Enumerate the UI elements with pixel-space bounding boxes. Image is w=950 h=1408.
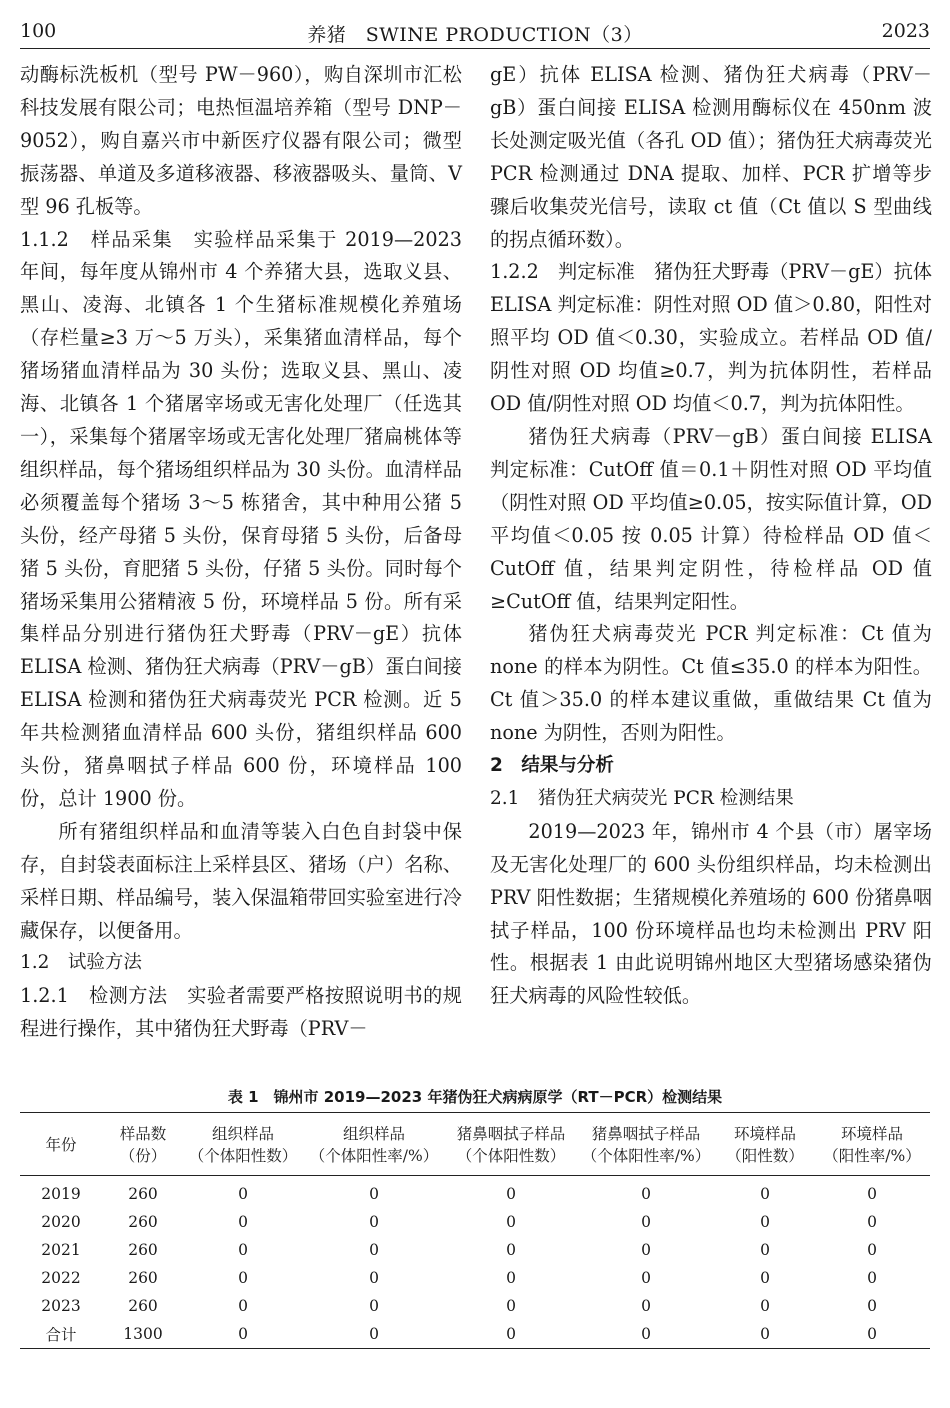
table-cell: 0: [867, 1269, 877, 1287]
table-cell: 2021: [41, 1241, 81, 1259]
paragraph: 所有猪组织样品和血清等装入白色自封袋中保存，自封袋表面标注上采样县区、猪场（户）名称、采样日期、样品编号，装入保温箱带回实验室进行冷藏保存，以便备用。: [20, 819, 462, 942]
table-cell: 0: [238, 1241, 248, 1259]
table-cell: 0: [641, 1213, 651, 1231]
column-header-line1: 组织样品: [211, 1125, 274, 1143]
column-header-line1: 年份: [45, 1136, 77, 1154]
table-cell: 0: [238, 1297, 248, 1315]
column-header-line1: 样品数: [119, 1125, 167, 1143]
table-cell: 260: [128, 1185, 158, 1203]
table-caption: 表 1 锦州市 2019—2023 年猪伪狂犬病病原学（RT－PCR）检测结果: [227, 1088, 723, 1106]
table-cell: 0: [867, 1213, 877, 1231]
column-header: [102, 1113, 184, 1176]
table-cell: 0: [506, 1269, 516, 1287]
table-cell: 260: [128, 1297, 158, 1315]
column-header-line2: （个体阳性率/%）: [581, 1147, 711, 1165]
column-header-line2: （个体阳性率/%）: [309, 1147, 439, 1165]
table-cell: 0: [641, 1269, 651, 1287]
table-cell: 0: [238, 1185, 248, 1203]
table-cell: 2019: [41, 1185, 81, 1203]
column-header-line1: 环境样品: [733, 1125, 796, 1143]
table-row: [20, 1176, 930, 1209]
paragraph: 动酶标洗板机（型号 PW－960），购自深圳市汇松科技发展有限公司；电热恒温培养箱（型号 DNP－9052），购自嘉兴市中新医疗仪器有限公司；微型振荡器、单道及多道移液器、移液器吸头、量筒、V 型 96 孔板等。: [20, 63, 462, 218]
table-cell: 2023: [41, 1297, 81, 1315]
table-cell: 0: [369, 1269, 379, 1287]
table-cell: 260: [128, 1269, 158, 1287]
section-heading: 2 结果与分析: [490, 755, 614, 777]
table-cell: 2020: [41, 1213, 81, 1231]
subsection-heading: 1.2 试验方法: [20, 952, 142, 974]
table-cell: 0: [760, 1185, 770, 1203]
issue-year: 2023: [881, 20, 930, 42]
paragraph: gE）抗体 ELISA 检测、猪伪狂犬病毒（PRV－gB）蛋白间接 ELISA 检测用酶标仪在 450nm 波长处测定吸光值（各孔 OD 值）；猪伪狂犬病毒荧光 PCR 检测通过 DNA 提取、加样、PCR 扩增等步骤后收集荧光信号，读取 ct 值（Ct 值以 S 型曲线的拐点循环数）。: [490, 63, 932, 251]
column-header: [814, 1113, 930, 1176]
header-rule: [20, 48, 930, 49]
column-header-line1: 环境样品: [840, 1125, 903, 1143]
table-cell: 0: [369, 1241, 379, 1259]
column-header: [576, 1113, 716, 1176]
column-header-line1: 组织样品: [342, 1125, 405, 1143]
subsection-heading: 2.1 猪伪狂犬病荧光 PCR 检测结果: [490, 787, 794, 809]
paragraph: 1.2.1 检测方法 实验者需要严格按照说明书的规程进行操作，其中猪伪狂犬野毒（PRV－: [20, 984, 462, 1041]
paragraph: 猪伪狂犬病毒荧光 PCR 判定标准：Ct 值为 none 的样本为阴性。Ct 值≤35.0 的样本为阳性。Ct 值＞35.0 的样本建议重做，重做结果 Ct 值为 none 为阴性，否则为阳性。: [490, 622, 932, 745]
table-cell: 0: [506, 1185, 516, 1203]
column-header-line2: （个体阳性数）: [456, 1147, 566, 1165]
table-cell: 0: [369, 1185, 379, 1203]
table-cell: 0: [760, 1241, 770, 1259]
table-cell: 0: [238, 1325, 248, 1343]
left-column: [20, 59, 462, 1046]
column-header-line1: 猪鼻咽拭子样品: [456, 1125, 566, 1143]
column-header: [20, 1113, 102, 1176]
table-header-row: [20, 1113, 930, 1176]
table-cell: 260: [128, 1213, 158, 1231]
table-cell: 0: [867, 1325, 877, 1343]
column-header-line2: （个体阳性数）: [188, 1147, 298, 1165]
table-cell: 0: [506, 1213, 516, 1231]
table-body: [20, 1176, 930, 1349]
paragraph: 1.2.2 判定标准 猪伪狂犬野毒（PRV－gE）抗体 ELISA 判定标准：阴性对照 OD 值＞0.80，阳性对照平均 OD 值＜0.30，实验成立。若样品 OD 值/阴性对照 OD 均值≥0.7，判为抗体阴性，若样品 OD 值/阴性对照 OD 均值＜0.7，判为抗体阳性。: [490, 260, 932, 416]
table-cell: 0: [506, 1241, 516, 1259]
table-cell: 0: [506, 1325, 516, 1343]
table-cell: 0: [641, 1185, 651, 1203]
table-cell: 0: [867, 1185, 877, 1203]
paragraph: 猪伪狂犬病毒（PRV－gB）蛋白间接 ELISA 判定标准：CutOff 值＝0.1＋阴性对照 OD 平均值（阴性对照 OD 平均值≥0.05，按实际值计算，OD 平均值＜0.05 按 0.05 计算）待检样品 OD 值＜CutOff 值，结果判定阴性，待检样品 OD 值≥CutOff 值，结果判定阳性。: [490, 424, 932, 613]
table-cell: 0: [238, 1269, 248, 1287]
table-cell: 260: [128, 1241, 158, 1259]
table-cell: 合计: [45, 1326, 77, 1344]
table-cell: 0: [641, 1297, 651, 1315]
column-header: [184, 1113, 302, 1176]
paragraph: 2019—2023 年，锦州市 4 个县（市）屠宰场及无害化处理厂的 600 头份组织样品，均未检测出 PRV 阳性数据；生猪规模化养殖场的 600 份猪鼻咽拭子样品，100 份环境样品也均未检测出 PRV 阳性。根据表 1 由此说明锦州地区大型猪场感染猪伪狂犬病毒的风险性较低。: [490, 819, 932, 1008]
results-table: [20, 1112, 930, 1349]
table-row: [20, 1292, 930, 1320]
column-header: [446, 1113, 576, 1176]
right-column: [490, 59, 932, 1013]
column-header: [302, 1113, 446, 1176]
table-cell: 0: [506, 1297, 516, 1315]
column-header-line2: （份）: [119, 1147, 167, 1165]
column-header-line2: （阳性率/%）: [823, 1147, 921, 1165]
table-cell: 1300: [123, 1325, 163, 1343]
table-cell: 0: [641, 1325, 651, 1343]
column-header-line2: （阳性数）: [726, 1147, 804, 1165]
column-header-line1: 猪鼻咽拭子样品: [591, 1125, 701, 1143]
table-cell: 0: [641, 1241, 651, 1259]
table-cell: 0: [238, 1213, 248, 1231]
column-header: [716, 1113, 814, 1176]
table-row: [20, 1320, 930, 1349]
table-cell: 0: [760, 1297, 770, 1315]
table-cell: 0: [369, 1213, 379, 1231]
table-cell: 0: [867, 1241, 877, 1259]
page-header: [20, 14, 930, 50]
table-row: [20, 1264, 930, 1292]
table-cell: 2022: [41, 1269, 81, 1287]
table-cell: 0: [760, 1269, 770, 1287]
table-cell: 0: [369, 1325, 379, 1343]
table-row: [20, 1236, 930, 1264]
table-cell: 0: [760, 1213, 770, 1231]
table-cell: 0: [867, 1297, 877, 1315]
table-cell: 0: [760, 1325, 770, 1343]
paragraph: 1.1.2 样品采集 实验样品采集于 2019—2023 年间，每年度从锦州市 4 个养猪大县，选取义县、黑山、凌海、北镇各 1 个生猪标准规模化养殖场（存栏量≥3 万～5 万头），采集猪血清样品，每个猪场猪血清样品为 30 头份；选取义县、黑山、凌海、北镇各 1 个猪屠宰场或无害化处理厂（任选其一），采集每个猪屠宰场或无害化处理厂猪扁桃体等组织样品，每个猪场组织样品为 30 头份。血清样品必须覆盖每个猪场 3～5 栋猪舍，其中种用公猪 5 头份，经产母猪 5 头份，保育母猪 5 头份，后备母猪 5 头份，育肥猪 5 头份，仔猪 5 头份。同时每个猪场采集用公猪精液 5 份，环境样品 5 份。所有采集样品分别进行猪伪狂犬野毒（PRV－gE）抗体 ELISA 检测、猪伪狂犬病毒（PRV－gB）蛋白间接 ELISA 检测和猪伪狂犬病毒荧光 PCR 检测。近 5 年共检测猪血清样品 600 头份，猪组织样品 600 头份，猪鼻咽拭子样品 600 份，环境样品 100 份，总计 1900 份。: [20, 227, 462, 810]
table-cell: 0: [369, 1297, 379, 1315]
table-row: [20, 1208, 930, 1236]
page-number: 100: [20, 20, 57, 42]
journal-title: 养猪 SWINE PRODUCTION（3）: [307, 24, 643, 46]
